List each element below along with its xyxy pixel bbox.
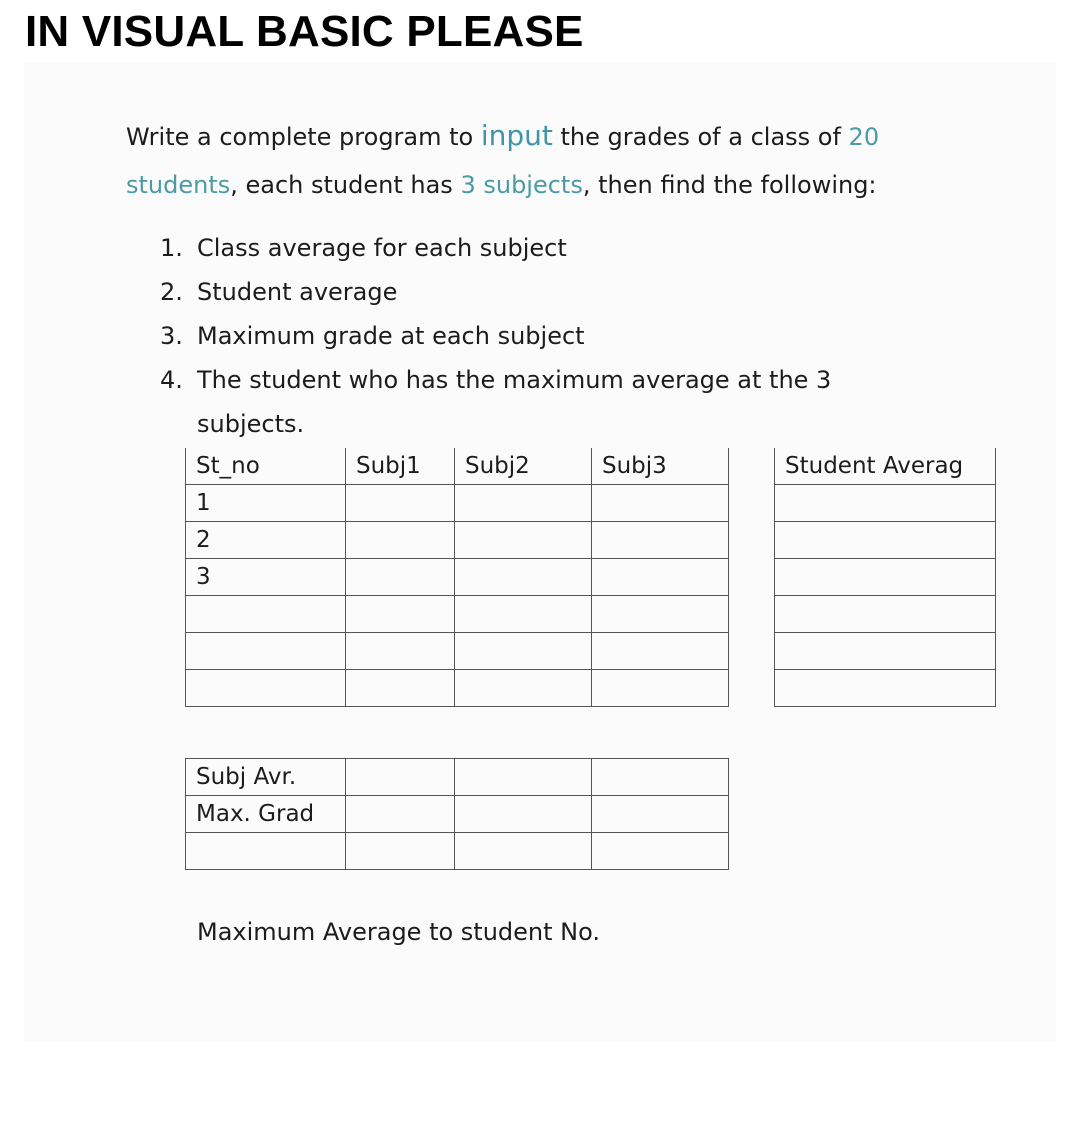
grade-cell [346, 485, 455, 522]
table-row [186, 522, 729, 559]
grades-header-row [186, 448, 729, 485]
grade-cell [455, 559, 592, 596]
grades-table [185, 448, 729, 707]
average-cell [775, 670, 996, 707]
student-number-cell: 3 [186, 559, 346, 596]
intro-subjects-phrase: 3 subjects [460, 171, 583, 199]
grade-cell [346, 670, 455, 707]
grade-cell [455, 633, 592, 670]
max-average-label: Maximum Average to student No. [197, 918, 601, 946]
summary-cell [592, 796, 729, 833]
header-subj2: Subj2 [455, 448, 592, 485]
grade-cell [455, 670, 592, 707]
header-subj3: Subj3 [592, 448, 729, 485]
summary-label-subj-avr: Subj Avr. [186, 759, 346, 796]
intro-text-4: , then find the following: [582, 171, 877, 199]
table-row [186, 485, 729, 522]
intro-text-2: the grades of a class of [552, 123, 849, 151]
table-row [186, 670, 729, 707]
intro-class-size: 20 [848, 123, 880, 151]
task-item [160, 358, 920, 446]
average-cell [775, 522, 996, 559]
table-row [186, 633, 729, 670]
table-row [186, 596, 729, 633]
summary-cell [592, 833, 729, 870]
grade-cell [592, 522, 729, 559]
task-text: The student who has the maximum average at the 3 subjects. [197, 366, 832, 438]
average-header-row [775, 448, 996, 485]
task-text: Maximum grade at each subject [197, 322, 585, 350]
summary-label-empty [186, 833, 346, 870]
task-number: 3. [160, 322, 183, 350]
summary-cell [455, 759, 592, 796]
student-number-cell [186, 670, 346, 707]
task-number: 4. [160, 366, 183, 394]
grade-cell [592, 596, 729, 633]
table-row [186, 796, 729, 833]
grade-cell [592, 559, 729, 596]
student-number-cell: 1 [186, 485, 346, 522]
student-number-cell: 2 [186, 522, 346, 559]
student-average-table [774, 448, 996, 707]
intro-input-word: input [480, 119, 553, 152]
average-cell [775, 596, 996, 633]
summary-label-max-grad: Max. Grad [186, 796, 346, 833]
summary-cell [455, 833, 592, 870]
task-number: 1. [160, 234, 183, 262]
grade-cell [346, 596, 455, 633]
grade-cell [455, 522, 592, 559]
header-subj1: Subj1 [346, 448, 455, 485]
summary-cell [592, 759, 729, 796]
average-cell [775, 485, 996, 522]
grade-cell [455, 485, 592, 522]
student-number-cell [186, 596, 346, 633]
table-row [775, 522, 996, 559]
summary-cell [346, 833, 455, 870]
summary-cell [346, 796, 455, 833]
summary-cell [455, 796, 592, 833]
table-row [775, 559, 996, 596]
page-heading: IN VISUAL BASIC PLEASE [25, 7, 584, 56]
table-row [775, 485, 996, 522]
student-number-cell [186, 633, 346, 670]
header-student-average: Student Averag [775, 448, 996, 485]
table-row [186, 833, 729, 870]
table-row [775, 633, 996, 670]
grade-cell [455, 596, 592, 633]
summary-table [185, 758, 729, 870]
grade-cell [346, 559, 455, 596]
grade-cell [346, 633, 455, 670]
task-item [160, 314, 920, 358]
average-cell [775, 633, 996, 670]
grade-cell [592, 485, 729, 522]
grade-cell [592, 633, 729, 670]
task-text: Class average for each subject [197, 234, 567, 262]
table-row [186, 559, 729, 596]
intro-text-1: Write a complete program to [126, 123, 481, 151]
task-text: Student average [197, 278, 398, 306]
table-row [775, 596, 996, 633]
grade-cell [592, 670, 729, 707]
summary-cell [346, 759, 455, 796]
task-number: 2. [160, 278, 183, 306]
grade-cell [346, 522, 455, 559]
assignment-intro [126, 112, 966, 209]
header-st-no: St_no [186, 448, 346, 485]
average-cell [775, 559, 996, 596]
task-item [160, 226, 920, 270]
table-row [186, 759, 729, 796]
intro-students-word: students [126, 171, 231, 199]
task-list [160, 226, 920, 446]
table-row [775, 670, 996, 707]
intro-text-3: , each student has [230, 171, 461, 199]
task-item [160, 270, 920, 314]
